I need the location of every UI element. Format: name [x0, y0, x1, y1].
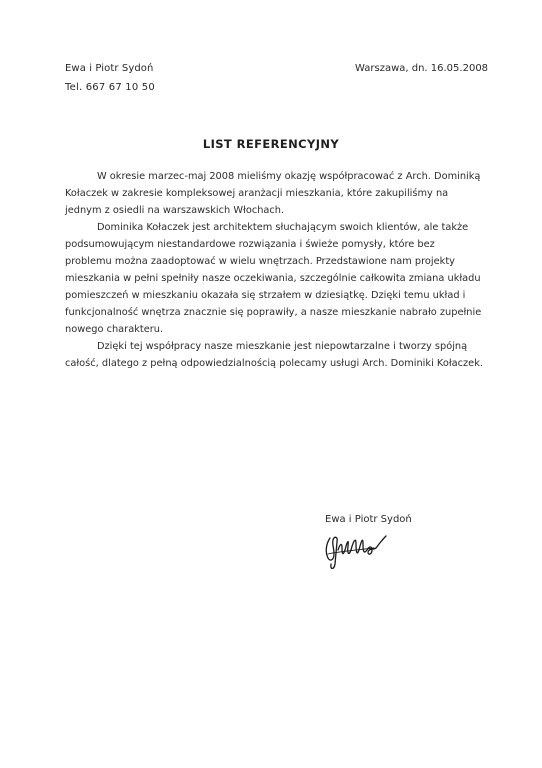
signature-name: Ewa i Piotr Sydoń — [325, 514, 412, 525]
letter-body — [65, 168, 483, 372]
document-title: LIST REFERENCYJNY — [202, 137, 340, 151]
place-and-date: Warszawa, dn. 16.05.2008 — [355, 63, 489, 74]
paragraph-2: Dominika Kołaczek jest architektem słuchającym swoich klientów, ale także podsumowującym niestandardowe rozwiązania i świeże pomysły, które bez problemu można zaadoptować w wielu wnętrzach. Przedstawione nam projekty mieszkania w pełni spełniły nasze oczekiwania, szczególnie całkowita zmiana układu pomieszczeń w mieszkaniu okazała się strzałem w dziesiątkę. Dzięki temu układ i funkcjonalność wnętrza znacznie się poprawiły, a nasze mieszkanie nabrało zupełnie nowego charakteru. — [65, 222, 482, 335]
sender-name: Ewa i Piotr Sydoń — [65, 63, 154, 74]
sender-phone: Tel. 667 67 10 50 — [65, 82, 155, 93]
paragraph-1: W okresie marzec-maj 2008 mieliśmy okazję współpracować z Arch. Dominiką Kołaczek w zakresie kompleksowej aranżacji mieszkania, które zakupiliśmy na jednym z osiedli na warszawskich Włochach. — [65, 171, 481, 216]
paragraph-3: Dzięki tej współpracy nasze mieszkanie jest niepowtarzalne i tworzy spójną całość, dlatego z pełną odpowiedzialnością polecamy usługi Arch. Dominiki Kołaczek. — [65, 341, 483, 369]
handwritten-signature — [316, 524, 396, 572]
